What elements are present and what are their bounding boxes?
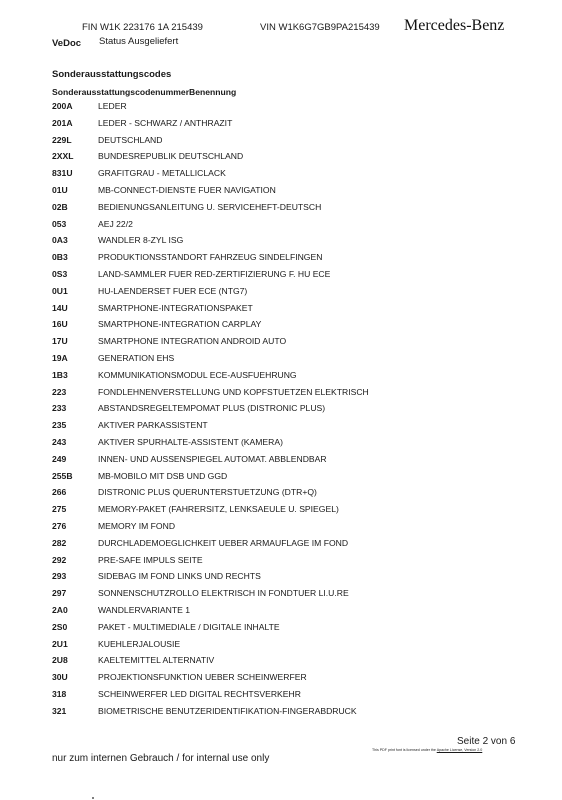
option-name: BEDIENUNGSANLEITUNG U. SERVICEHEFT-DEUTSCH [98,201,322,212]
option-code: 233 [52,403,67,414]
option-name: SONNENSCHUTZROLLO ELEKTRISCH IN FONDTUER LI.U.RE [98,588,349,599]
column-header-name: Benennung [189,87,237,97]
option-name: PRE-SAFE IMPULS SEITE [98,554,203,565]
option-code: 0A3 [52,235,68,246]
option-code: 01U [52,184,68,195]
option-code-row [52,585,522,602]
option-name: KAELTEMITTEL ALTERNATIV [98,655,215,666]
option-code-row [52,367,522,384]
option-name: KUEHLERJALOUSIE [98,638,181,649]
option-name: MB-CONNECT-DIENSTE FUER NAVIGATION [98,184,276,195]
option-name: INNEN- UND AUSSENSPIEGEL AUTOMAT. ABBLENDBAR [98,453,327,464]
option-name: MEMORY-PAKET (FAHRERSITZ, LENKSAEULE U. SPIEGEL) [98,504,339,515]
option-name: SIDEBAG IM FOND LINKS UND RECHTS [98,571,261,582]
option-name: DURCHLADEMOEGLICHKEIT UEBER ARMAUFLAGE IM FOND [98,537,349,548]
option-name: SMARTPHONE-INTEGRATIONSPAKET [98,302,253,313]
option-code-row [52,132,522,149]
option-code: 0B3 [52,252,68,263]
license-text: This PDF print font is licensed under the [372,748,437,752]
column-header-code: Sonderausstattungscodenummer [52,87,190,97]
option-name: LEDER - SCHWARZ / ANTHRAZIT [98,117,233,128]
option-name: LEDER [98,101,127,111]
option-code: 223 [52,386,67,397]
option-name: PROJEKTIONSFUNKTION UEBER SCHEINWERFER [98,672,307,683]
option-code: 1B3 [52,369,68,380]
option-name: BIOMETRISCHE BENUTZERIDENTIFIKATION-FINGERABDRUCK [98,705,357,716]
option-code-row [52,484,522,501]
option-code: 02B [52,201,68,212]
option-name: AKTIVER SPURHALTE-ASSISTENT (KAMERA) [98,436,283,447]
option-code-row [52,568,522,585]
option-name: WANDLERVARIANTE 1 [98,604,191,615]
option-code: 0S3 [52,268,68,279]
option-code-row [52,703,522,720]
option-code-row [52,501,522,518]
option-code-list [52,98,522,719]
option-name: BUNDESREPUBLIK DEUTSCHLAND [98,151,244,162]
option-code: 0U1 [52,285,68,296]
option-code: 053 [52,218,67,229]
license-link[interactable]: Apache License, Version 2.0 [436,748,483,752]
option-code: 19A [52,352,68,363]
option-code-row [52,316,522,333]
option-code-row [52,165,522,182]
option-code: 249 [52,453,67,464]
option-name: WANDLER 8-ZYL ISG [98,235,184,246]
option-code-row [52,518,522,535]
page-number: Seite 2 von 6 [457,736,516,747]
option-code: 321 [52,705,67,716]
option-code-row [52,669,522,686]
option-code-row [52,384,522,401]
option-code: 2U1 [52,638,68,649]
option-code: 2S0 [52,621,68,632]
option-code: 318 [52,688,67,699]
vin-label: VIN W1K6G7GB9PA215439 [260,22,380,33]
option-code-row [52,148,522,165]
option-code: 266 [52,487,67,498]
option-code-row [52,249,522,266]
option-name: GENERATION EHS [98,352,175,363]
option-code-row [52,300,522,317]
option-code-row [52,434,522,451]
option-code-row [52,451,522,468]
option-code-row [52,400,522,417]
option-code-row [52,350,522,367]
scan-speck [92,797,94,799]
brand-logo: Mercedes-Benz [404,17,505,34]
option-code: 2XXL [52,151,74,162]
option-code-row [52,686,522,703]
option-code: 2U8 [52,655,68,666]
license-note [372,748,482,752]
option-code-row [52,98,522,115]
option-code: 292 [52,554,67,565]
option-code-row [52,636,522,653]
option-code: 297 [52,588,67,599]
option-code-row [52,266,522,283]
option-name: AKTIVER PARKASSISTENT [98,420,208,431]
internal-use-notice: nur zum internen Gebrauch / for internal use only [52,753,270,764]
option-code-row [52,652,522,669]
option-code: 293 [52,571,67,582]
option-name: SCHEINWERFER LED DIGITAL RECHTSVERKEHR [98,688,301,699]
option-name: MEMORY IM FOND [98,520,176,531]
option-code: 275 [52,504,67,515]
app-name: VeDoc [52,38,82,49]
option-name: KOMMUNIKATIONSMODUL ECE-AUSFUEHRUNG [98,369,297,380]
option-name: AEJ 22/2 [98,218,133,229]
option-code: 17U [52,336,68,347]
option-name: DEUTSCHLAND [98,134,163,145]
option-code: 831U [52,168,73,179]
option-code: 2A0 [52,604,68,615]
option-code: 16U [52,319,68,330]
option-code: 200A [52,101,73,111]
option-name: HU-LAENDERSET FUER ECE (NTG7) [98,285,248,296]
option-code-row [52,535,522,552]
option-name: SMARTPHONE-INTEGRATION CARPLAY [98,319,262,330]
option-code-row [52,115,522,132]
option-code: 276 [52,520,67,531]
option-code-row [52,552,522,569]
status-label: Status Ausgeliefert [99,36,179,47]
option-code-row [52,283,522,300]
option-code: 14U [52,302,68,313]
option-code-row [52,468,522,485]
option-code: 235 [52,420,67,431]
option-code-row [52,199,522,216]
option-code-row [52,232,522,249]
option-code-row [52,619,522,636]
option-code: 201A [52,117,73,128]
option-code: 282 [52,537,67,548]
option-name: LAND-SAMMLER FUER RED-ZERTIFIZIERUNG F. HU ECE [98,268,331,279]
option-code: 243 [52,436,67,447]
option-code: 30U [52,672,68,683]
option-name: MB-MOBILO MIT DSB UND GGD [98,470,228,481]
option-code-row [52,602,522,619]
option-code-row [52,417,522,434]
fin-label: FIN W1K 223176 1A 215439 [82,22,203,33]
option-name: PRODUKTIONSSTANDORT FAHRZEUG SINDELFINGEN [98,252,323,263]
option-code: 229L [52,134,72,145]
option-code-row [52,333,522,350]
section-title: Sonderausstattungscodes [52,69,172,80]
option-code: 255B [52,470,73,481]
option-name: PAKET - MULTIMEDIALE / DIGITALE INHALTE [98,621,280,632]
option-name: SMARTPHONE INTEGRATION ANDROID AUTO [98,336,287,347]
option-code-row [52,216,522,233]
option-name: GRAFITGRAU - METALLICLACK [98,168,226,179]
option-name: FONDLEHNENVERSTELLUNG UND KOPFSTUETZEN ELEKTRISCH [98,386,369,397]
option-code-row [52,182,522,199]
option-name: DISTRONIC PLUS QUERUNTERSTUETZUNG (DTR+Q) [98,487,317,498]
option-name: ABSTANDSREGELTEMPOMAT PLUS (DISTRONIC PLUS) [98,403,326,414]
